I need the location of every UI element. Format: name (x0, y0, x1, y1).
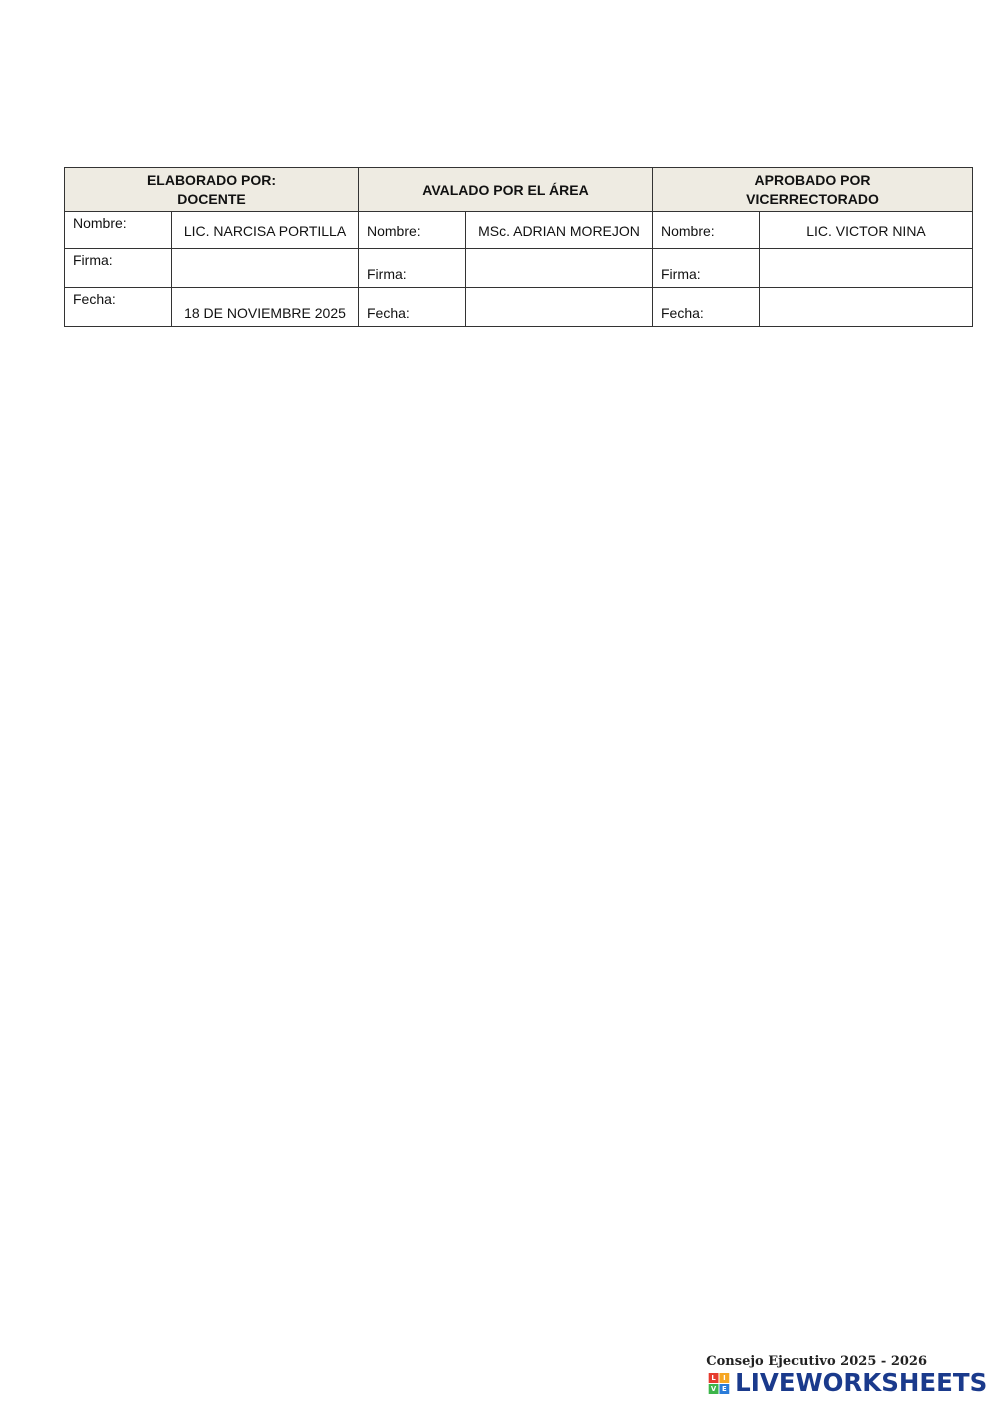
header-aprobado-line1: APROBADO POR (754, 172, 871, 188)
header-aprobado-line2: VICERRECTORADO (746, 191, 879, 207)
row-fecha (65, 288, 973, 327)
brand-wordmark: LIVEWORKSHEETS (734, 1368, 987, 1397)
label-nombre-aprobado: Nombre: (653, 212, 760, 249)
value-nombre-aprobado: LIC. VICTOR NINA (760, 212, 973, 249)
value-fecha-elaborado: 18 DE NOVIEMBRE 2025 (172, 288, 359, 327)
logo-letter-i: I (719, 1373, 729, 1383)
header-avalado-line1: AVALADO POR EL ÁREA (422, 181, 589, 198)
header-row (65, 168, 973, 212)
header-aprobado (653, 168, 973, 212)
value-nombre-elaborado: LIC. NARCISA PORTILLA (172, 212, 359, 249)
header-elaborado (65, 168, 359, 212)
logo-letter-v: V (708, 1384, 718, 1394)
label-fecha-avalado: Fecha: (359, 288, 466, 327)
label-fecha-aprobado: Fecha: (653, 288, 760, 327)
label-fecha-elaborado: Fecha: (65, 288, 172, 327)
value-firma-avalado (466, 249, 653, 288)
value-firma-aprobado (760, 249, 973, 288)
footer-branding (687, 1354, 987, 1406)
label-firma-aprobado: Firma: (653, 249, 760, 288)
label-nombre-elaborado: Nombre: (65, 212, 172, 249)
logo-letter-e: E (719, 1384, 729, 1394)
header-avalado (359, 168, 653, 212)
logo-letter-l: L (708, 1373, 718, 1383)
value-nombre-avalado: MSc. ADRIAN MOREJON (466, 212, 653, 249)
council-caption: Consejo Ejecutivo 2025 - 2026 (706, 1354, 927, 1369)
row-firma (65, 249, 973, 288)
liveworksheets-brand (710, 1368, 987, 1397)
liveworksheets-logo-icon (708, 1373, 730, 1395)
value-fecha-avalado (466, 288, 653, 327)
header-elaborado-line2: DOCENTE (177, 191, 246, 207)
label-firma-elaborado: Firma: (65, 249, 172, 288)
label-firma-avalado: Firma: (359, 249, 466, 288)
value-fecha-aprobado (760, 288, 973, 327)
row-nombre (65, 212, 973, 249)
header-elaborado-line1: ELABORADO POR: (146, 172, 277, 188)
label-nombre-avalado: Nombre: (359, 212, 466, 249)
signature-table (64, 167, 973, 327)
value-firma-elaborado (172, 249, 359, 288)
